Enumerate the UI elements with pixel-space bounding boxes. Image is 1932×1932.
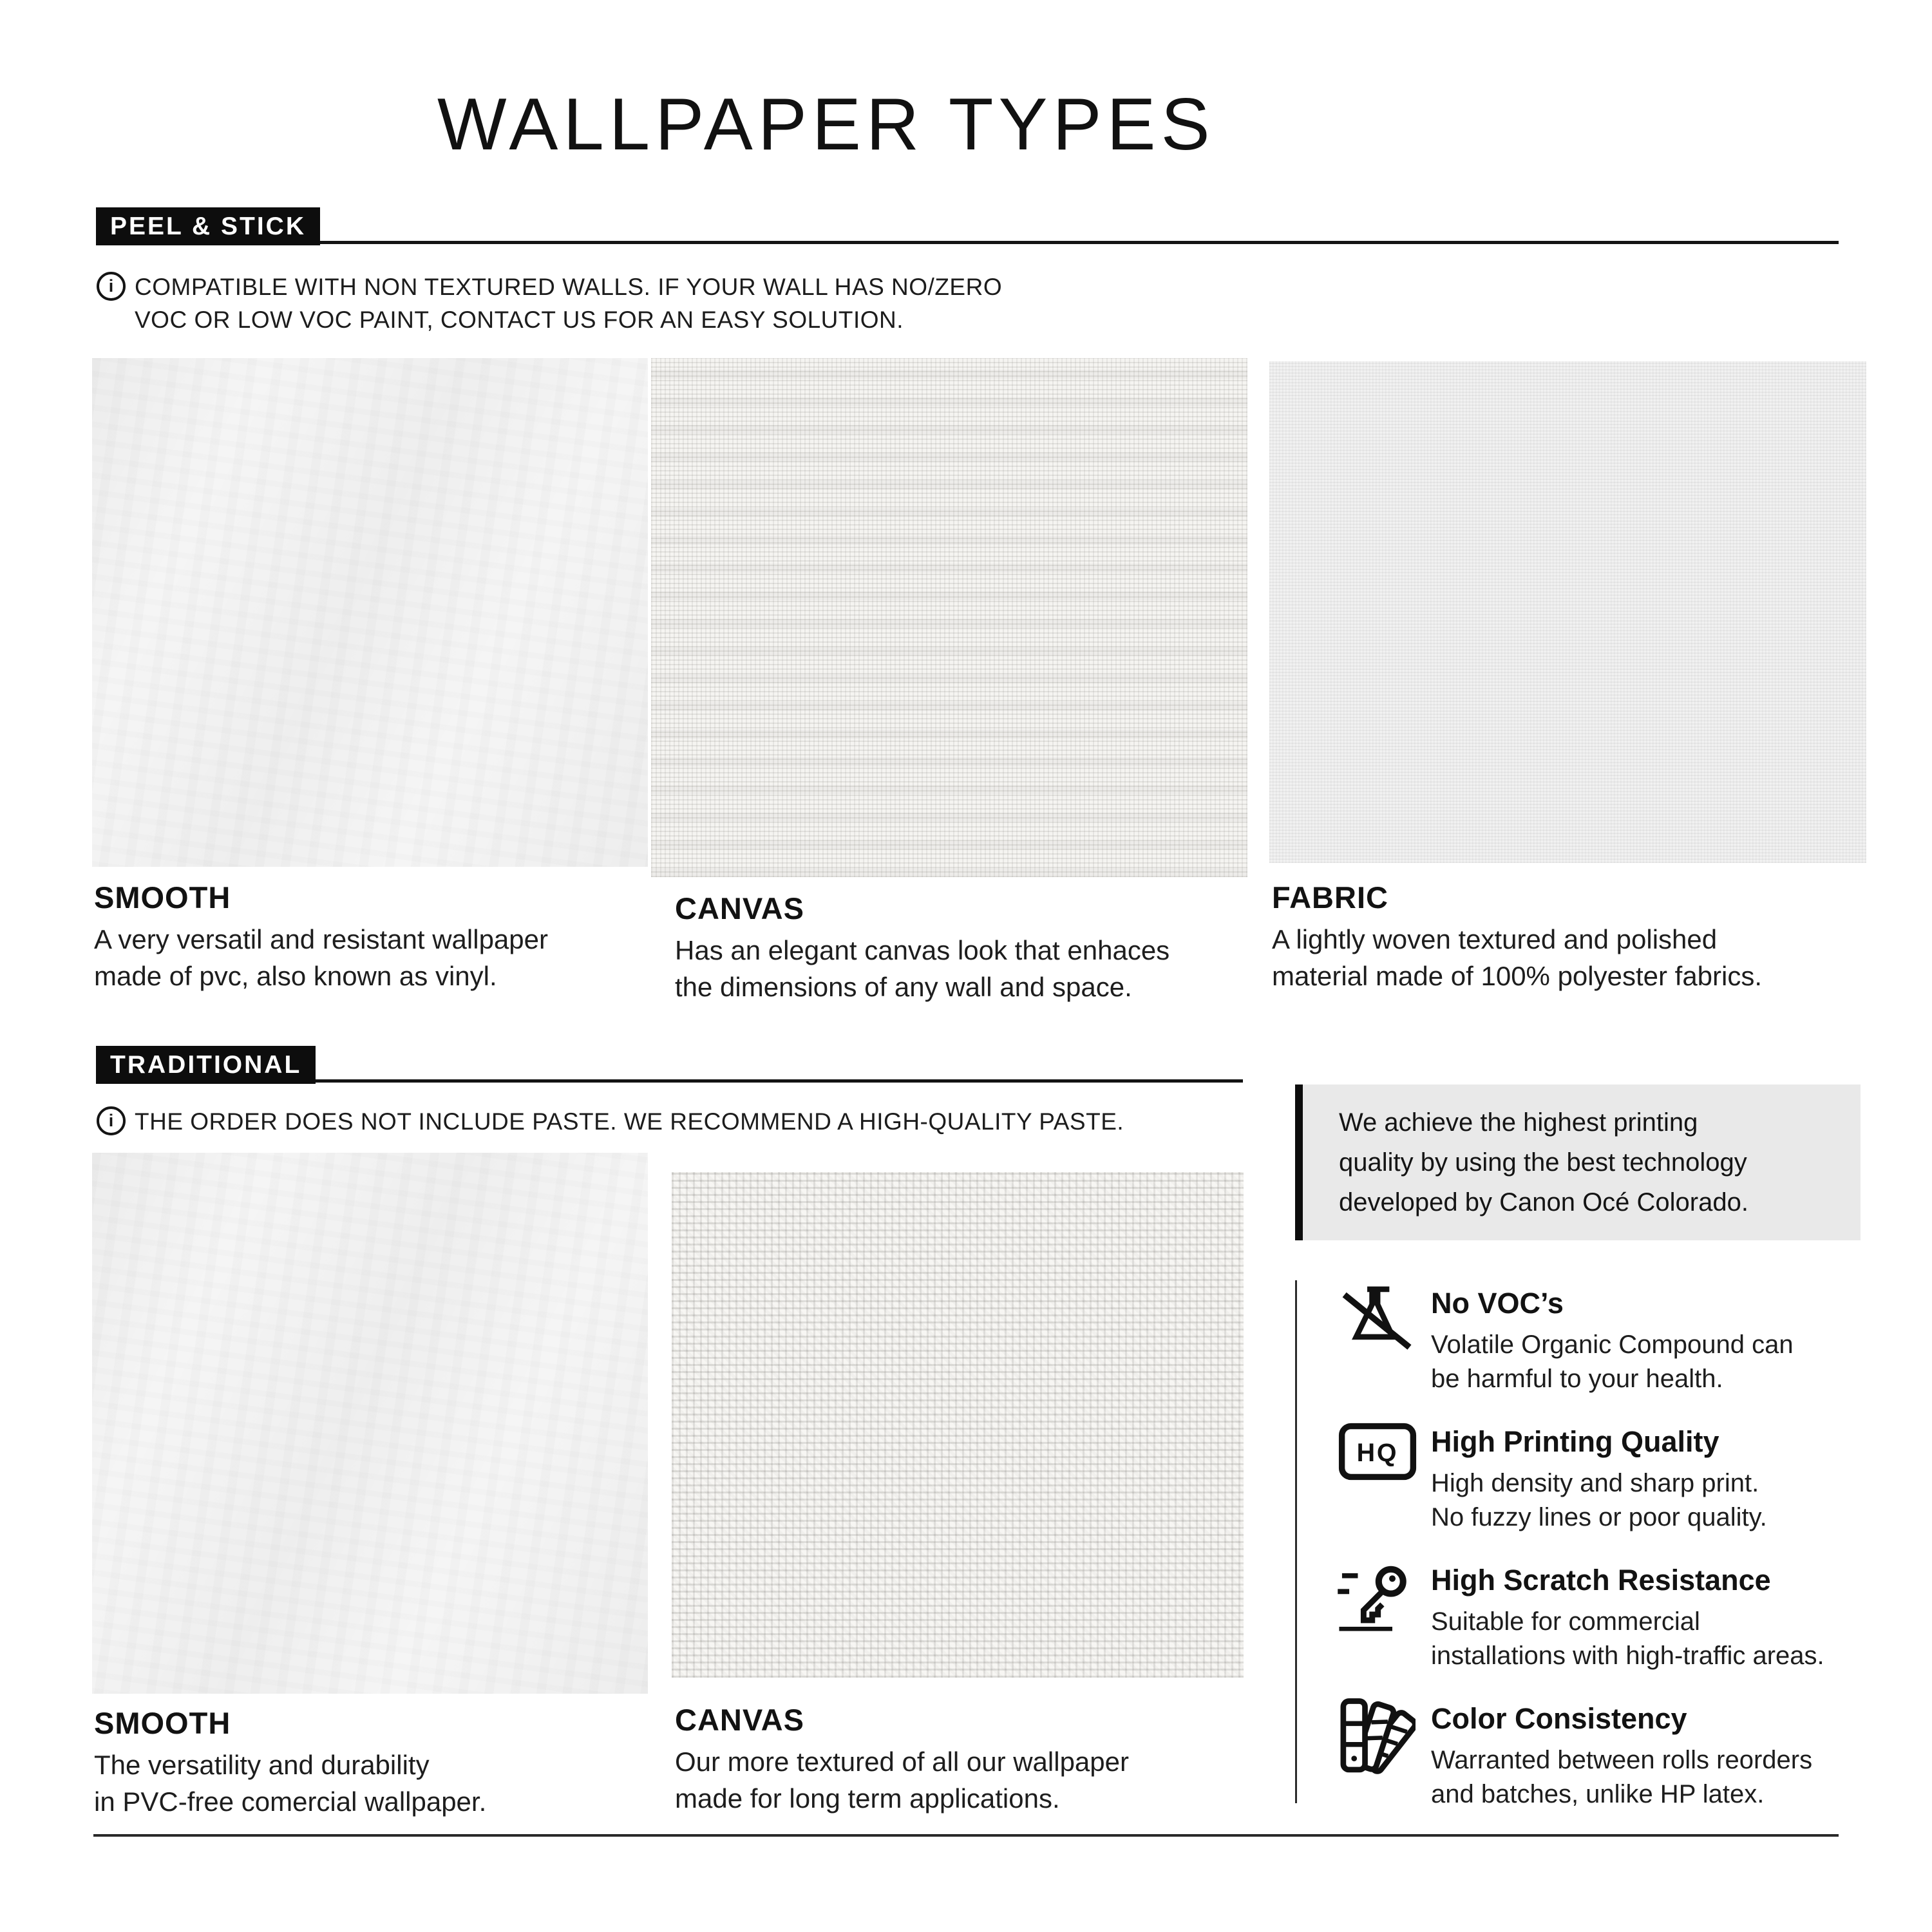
- section-label-traditional: TRADITIONAL: [96, 1046, 316, 1084]
- traditional-note: [97, 1105, 1124, 1138]
- type-desc-smooth: A very versatil and resistant wallpaper made of pvc, also known as vinyl.: [94, 924, 548, 991]
- section-label-peel-stick: PEEL & STICK: [96, 207, 320, 245]
- feature-desc-color-consistency: Warranted between rolls reorders and batches, unlike HP latex.: [1431, 1746, 1813, 1808]
- feature-title-high-scratch-resistance: High Scratch Resistance: [1431, 1564, 1771, 1596]
- type-name-traditional-smooth: SMOOTH: [94, 1706, 231, 1740]
- type-desc-traditional-smooth: The versatility and durability in PVC-free comercial wallpaper.: [94, 1750, 487, 1817]
- feature-title-color-consistency: Color Consistency: [1431, 1702, 1687, 1735]
- peel-stick-header-rule: [96, 241, 1839, 244]
- info-icon: i: [97, 1106, 126, 1135]
- no-voc-flask-icon: [1338, 1280, 1414, 1356]
- type-name-traditional-canvas: CANVAS: [675, 1703, 804, 1737]
- key-icon: [1333, 1558, 1414, 1633]
- quality-box: [1303, 1084, 1861, 1240]
- swatch-peel-stick-canvas: [651, 358, 1247, 877]
- svg-text:HQ: HQ: [1356, 1439, 1399, 1468]
- quality-box-left-bar: [1295, 1084, 1303, 1240]
- swatch-peel-stick-fabric: [1269, 361, 1866, 863]
- traditional-note-text: THE ORDER DOES NOT INCLUDE PASTE. WE RECOMMEND A HIGH-QUALITY PASTE.: [135, 1108, 1124, 1135]
- feature-title-no-voc: No VOC’s: [1431, 1287, 1564, 1320]
- type-name-smooth: SMOOTH: [94, 880, 231, 914]
- feature-desc-high-printing-quality: High density and sharp print. No fuzzy lines or poor quality.: [1431, 1469, 1767, 1531]
- feature-title-high-printing-quality: High Printing Quality: [1431, 1425, 1719, 1458]
- bottom-rule: [93, 1834, 1839, 1837]
- features-divider-line: [1295, 1280, 1297, 1803]
- swatch-traditional-smooth: [92, 1153, 648, 1694]
- type-name-canvas: CANVAS: [675, 891, 804, 925]
- swatch-peel-stick-smooth: [92, 358, 648, 867]
- type-name-fabric: FABRIC: [1272, 880, 1388, 914]
- type-desc-fabric: A lightly woven textured and polished material made of 100% polyester fabrics.: [1272, 924, 1763, 991]
- feature-desc-high-scratch-resistance: Suitable for commercial installations with high-traffic areas.: [1431, 1607, 1824, 1670]
- type-desc-traditional-canvas: Our more textured of all our wallpaper made for long term applications.: [675, 1747, 1129, 1814]
- type-desc-canvas: Has an elegant canvas look that enhaces the dimensions of any wall and space.: [675, 935, 1170, 1002]
- peel-stick-note: [97, 270, 1002, 336]
- quality-box-text: We achieve the highest printing quality by using the best technology developed by Canon Océ Colorado.: [1339, 1108, 1748, 1217]
- swatch-traditional-canvas: [672, 1172, 1244, 1678]
- peel-stick-note-text: COMPATIBLE WITH NON TEXTURED WALLS. IF YOUR WALL HAS NO/ZERO VOC OR LOW VOC PAINT, CONTACT US FOR AN EASY SOLUTION.: [135, 274, 1003, 333]
- page-title: WALLPAPER TYPES: [437, 84, 1215, 166]
- color-swatches-icon: [1338, 1697, 1416, 1778]
- hq-badge-icon: [1338, 1422, 1417, 1481]
- info-icon: i: [97, 272, 126, 301]
- feature-desc-no-voc: Volatile Organic Compound can be harmful to your health.: [1431, 1331, 1794, 1393]
